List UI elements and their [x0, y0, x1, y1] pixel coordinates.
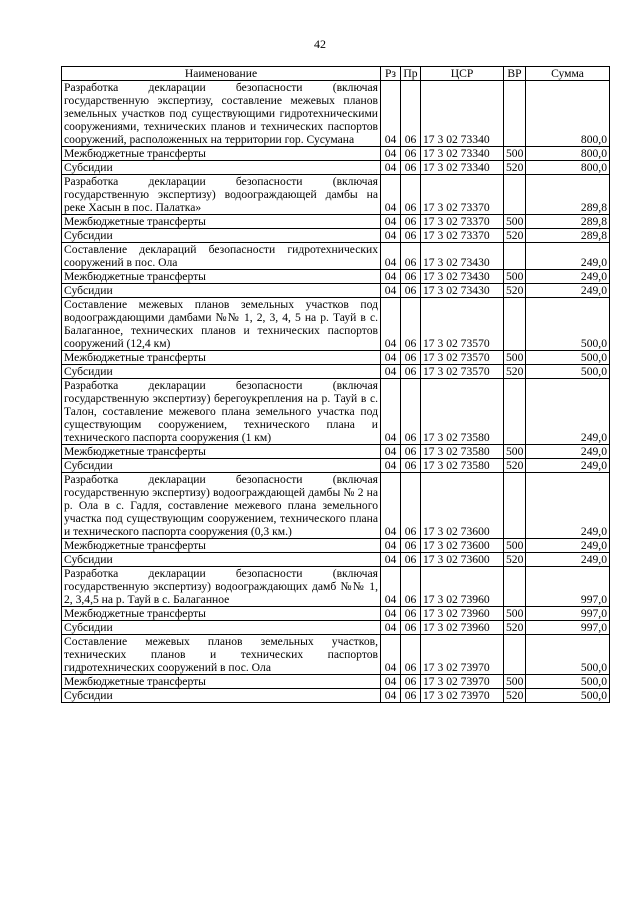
row-name: Субсидии	[62, 459, 381, 473]
row-csr: 17 3 02 73600	[421, 473, 504, 539]
page-number: 42	[314, 37, 326, 51]
row-csr: 17 3 02 73580	[421, 379, 504, 445]
row-vr	[504, 175, 526, 215]
row-sum: 249,0	[526, 243, 610, 270]
table-body	[62, 81, 610, 703]
row-pr: 06	[401, 553, 421, 567]
table-row	[62, 147, 610, 161]
row-csr: 17 3 02 73600	[421, 553, 504, 567]
row-csr: 17 3 02 73370	[421, 215, 504, 229]
table-row	[62, 567, 610, 607]
table-row	[62, 284, 610, 298]
row-rz: 04	[381, 351, 401, 365]
row-vr	[504, 567, 526, 607]
table-header-row	[62, 67, 610, 81]
table-row	[62, 607, 610, 621]
row-name: Разработка декларации безопасности (включая государственную экспертизу, составление межевых планов земельных участков под существующими гидротехническими сооружениями, технических планов и технических паспортов сооружений, расположенных на территории гор. Сусумана	[62, 81, 381, 147]
row-sum: 249,0	[526, 445, 610, 459]
header-vr: ВР	[504, 67, 526, 81]
row-pr: 06	[401, 379, 421, 445]
row-vr	[504, 635, 526, 675]
row-sum: 500,0	[526, 351, 610, 365]
table-row	[62, 689, 610, 703]
row-csr: 17 3 02 73960	[421, 621, 504, 635]
row-vr: 520	[504, 161, 526, 175]
row-name: Межбюджетные трансферты	[62, 147, 381, 161]
row-csr: 17 3 02 73580	[421, 459, 504, 473]
row-pr: 06	[401, 284, 421, 298]
row-rz: 04	[381, 270, 401, 284]
row-rz: 04	[381, 161, 401, 175]
row-pr: 06	[401, 607, 421, 621]
row-csr: 17 3 02 73570	[421, 351, 504, 365]
row-pr: 06	[401, 459, 421, 473]
row-vr: 500	[504, 351, 526, 365]
row-pr: 06	[401, 298, 421, 351]
row-rz: 04	[381, 243, 401, 270]
row-rz: 04	[381, 539, 401, 553]
row-pr: 06	[401, 621, 421, 635]
row-pr: 06	[401, 215, 421, 229]
row-vr	[504, 298, 526, 351]
row-csr: 17 3 02 73570	[421, 298, 504, 351]
table-row	[62, 675, 610, 689]
row-name: Составление деклараций безопасности гидротехнических сооружений в пос. Ола	[62, 243, 381, 270]
row-rz: 04	[381, 473, 401, 539]
row-sum: 800,0	[526, 147, 610, 161]
header-csr: ЦСР	[421, 67, 504, 81]
table-row	[62, 445, 610, 459]
row-rz: 04	[381, 607, 401, 621]
table-row	[62, 298, 610, 351]
row-name: Межбюджетные трансферты	[62, 675, 381, 689]
row-pr: 06	[401, 351, 421, 365]
row-vr: 500	[504, 215, 526, 229]
table-row	[62, 161, 610, 175]
row-rz: 04	[381, 553, 401, 567]
row-csr: 17 3 02 73600	[421, 539, 504, 553]
row-csr: 17 3 02 73430	[421, 243, 504, 270]
row-csr: 17 3 02 73430	[421, 284, 504, 298]
row-rz: 04	[381, 459, 401, 473]
row-sum: 500,0	[526, 675, 610, 689]
row-name: Субсидии	[62, 553, 381, 567]
row-name: Межбюджетные трансферты	[62, 351, 381, 365]
row-name: Межбюджетные трансферты	[62, 539, 381, 553]
table-row	[62, 215, 610, 229]
row-csr: 17 3 02 73430	[421, 270, 504, 284]
row-pr: 06	[401, 635, 421, 675]
row-csr: 17 3 02 73960	[421, 607, 504, 621]
row-rz: 04	[381, 175, 401, 215]
row-sum: 800,0	[526, 81, 610, 147]
table-row	[62, 365, 610, 379]
row-vr	[504, 243, 526, 270]
row-name: Межбюджетные трансферты	[62, 445, 381, 459]
row-name: Субсидии	[62, 229, 381, 243]
row-name: Разработка декларации безопасности (включая государственную экспертизу) водоограждающих дамб №№ 1, 2, 3,4,5 на р. Тауй в с. Балаганное	[62, 567, 381, 607]
row-csr: 17 3 02 73340	[421, 161, 504, 175]
row-vr: 500	[504, 147, 526, 161]
row-name: Межбюджетные трансферты	[62, 270, 381, 284]
row-rz: 04	[381, 81, 401, 147]
row-sum: 249,0	[526, 539, 610, 553]
row-csr: 17 3 02 73370	[421, 229, 504, 243]
row-vr: 500	[504, 539, 526, 553]
row-vr	[504, 81, 526, 147]
row-pr: 06	[401, 161, 421, 175]
row-sum: 249,0	[526, 270, 610, 284]
row-name: Субсидии	[62, 621, 381, 635]
row-sum: 249,0	[526, 379, 610, 445]
row-pr: 06	[401, 270, 421, 284]
table-row	[62, 621, 610, 635]
row-sum: 249,0	[526, 284, 610, 298]
row-sum: 249,0	[526, 553, 610, 567]
row-sum: 249,0	[526, 473, 610, 539]
row-csr: 17 3 02 73970	[421, 675, 504, 689]
table-row	[62, 553, 610, 567]
table-row	[62, 635, 610, 675]
row-name: Субсидии	[62, 284, 381, 298]
table-row	[62, 379, 610, 445]
row-csr: 17 3 02 73340	[421, 147, 504, 161]
row-rz: 04	[381, 298, 401, 351]
row-rz: 04	[381, 445, 401, 459]
row-vr: 500	[504, 270, 526, 284]
row-pr: 06	[401, 539, 421, 553]
row-csr: 17 3 02 73370	[421, 175, 504, 215]
row-name: Межбюджетные трансферты	[62, 607, 381, 621]
row-vr: 500	[504, 445, 526, 459]
row-vr: 520	[504, 229, 526, 243]
row-name: Разработка декларации безопасности (включая государственную экспертизу) водоограждающей дамбы на реке Хасын в пос. Палатка»	[62, 175, 381, 215]
row-csr: 17 3 02 73960	[421, 567, 504, 607]
row-sum: 249,0	[526, 459, 610, 473]
row-name: Межбюджетные трансферты	[62, 215, 381, 229]
row-rz: 04	[381, 675, 401, 689]
header-pr: Пр	[401, 67, 421, 81]
header-sum: Сумма	[526, 67, 610, 81]
row-name: Составление межевых планов земельных участков, технических планов и технических паспортов гидротехнических сооружений в пос. Ола	[62, 635, 381, 675]
row-vr: 520	[504, 365, 526, 379]
row-name: Субсидии	[62, 161, 381, 175]
row-rz: 04	[381, 284, 401, 298]
row-csr: 17 3 02 73340	[421, 81, 504, 147]
budget-table	[61, 66, 610, 703]
row-rz: 04	[381, 147, 401, 161]
row-name: Субсидии	[62, 689, 381, 703]
row-csr: 17 3 02 73970	[421, 689, 504, 703]
row-rz: 04	[381, 215, 401, 229]
row-sum: 997,0	[526, 567, 610, 607]
row-sum: 289,8	[526, 175, 610, 215]
row-csr: 17 3 02 73570	[421, 365, 504, 379]
row-pr: 06	[401, 473, 421, 539]
table-row	[62, 175, 610, 215]
row-pr: 06	[401, 689, 421, 703]
row-pr: 06	[401, 445, 421, 459]
table-row	[62, 351, 610, 365]
row-pr: 06	[401, 243, 421, 270]
row-pr: 06	[401, 675, 421, 689]
table-row	[62, 81, 610, 147]
row-vr: 500	[504, 675, 526, 689]
row-sum: 997,0	[526, 607, 610, 621]
table-row	[62, 459, 610, 473]
row-vr: 520	[504, 553, 526, 567]
row-rz: 04	[381, 229, 401, 243]
row-rz: 04	[381, 567, 401, 607]
row-rz: 04	[381, 689, 401, 703]
header-name: Наименование	[62, 67, 381, 81]
row-vr: 500	[504, 607, 526, 621]
row-rz: 04	[381, 379, 401, 445]
table-row	[62, 539, 610, 553]
row-name: Составление межевых планов земельных участков под водоограждающими дамбами №№ 1, 2, 3, 4, 5 на р. Тауй в с. Балаганное, технических планов и технических паспортов сооружений (12,4 км)	[62, 298, 381, 351]
row-name: Разработка декларации безопасности (включая государственную экспертизу) водоограждающей дамбы № 2 на р. Ола в с. Гадля, составление межевого плана земельного участка под существующим сооружением, технического плана и технического паспорта сооружения (0,3 км.)	[62, 473, 381, 539]
table-row	[62, 243, 610, 270]
row-sum: 289,8	[526, 229, 610, 243]
row-vr	[504, 473, 526, 539]
row-rz: 04	[381, 635, 401, 675]
row-vr	[504, 379, 526, 445]
row-sum: 800,0	[526, 161, 610, 175]
row-pr: 06	[401, 147, 421, 161]
row-sum: 997,0	[526, 621, 610, 635]
row-pr: 06	[401, 567, 421, 607]
table-row	[62, 270, 610, 284]
row-rz: 04	[381, 365, 401, 379]
row-csr: 17 3 02 73580	[421, 445, 504, 459]
row-csr: 17 3 02 73970	[421, 635, 504, 675]
row-pr: 06	[401, 229, 421, 243]
row-vr: 520	[504, 689, 526, 703]
row-rz: 04	[381, 621, 401, 635]
row-name: Разработка декларации безопасности (включая государственную экспертизу) берегоукрепления на р. Тауй в с. Талон, составление межевого плана земельного участка под существующим сооружением, технического плана и технического паспорта сооружения (1 км)	[62, 379, 381, 445]
row-name: Субсидии	[62, 365, 381, 379]
row-pr: 06	[401, 365, 421, 379]
row-vr: 520	[504, 284, 526, 298]
header-rz: Рз	[381, 67, 401, 81]
row-sum: 289,8	[526, 215, 610, 229]
row-vr: 520	[504, 459, 526, 473]
row-sum: 500,0	[526, 298, 610, 351]
row-vr: 520	[504, 621, 526, 635]
table-row	[62, 473, 610, 539]
row-pr: 06	[401, 81, 421, 147]
table-row	[62, 229, 610, 243]
row-pr: 06	[401, 175, 421, 215]
row-sum: 500,0	[526, 635, 610, 675]
row-sum: 500,0	[526, 365, 610, 379]
row-sum: 500,0	[526, 689, 610, 703]
